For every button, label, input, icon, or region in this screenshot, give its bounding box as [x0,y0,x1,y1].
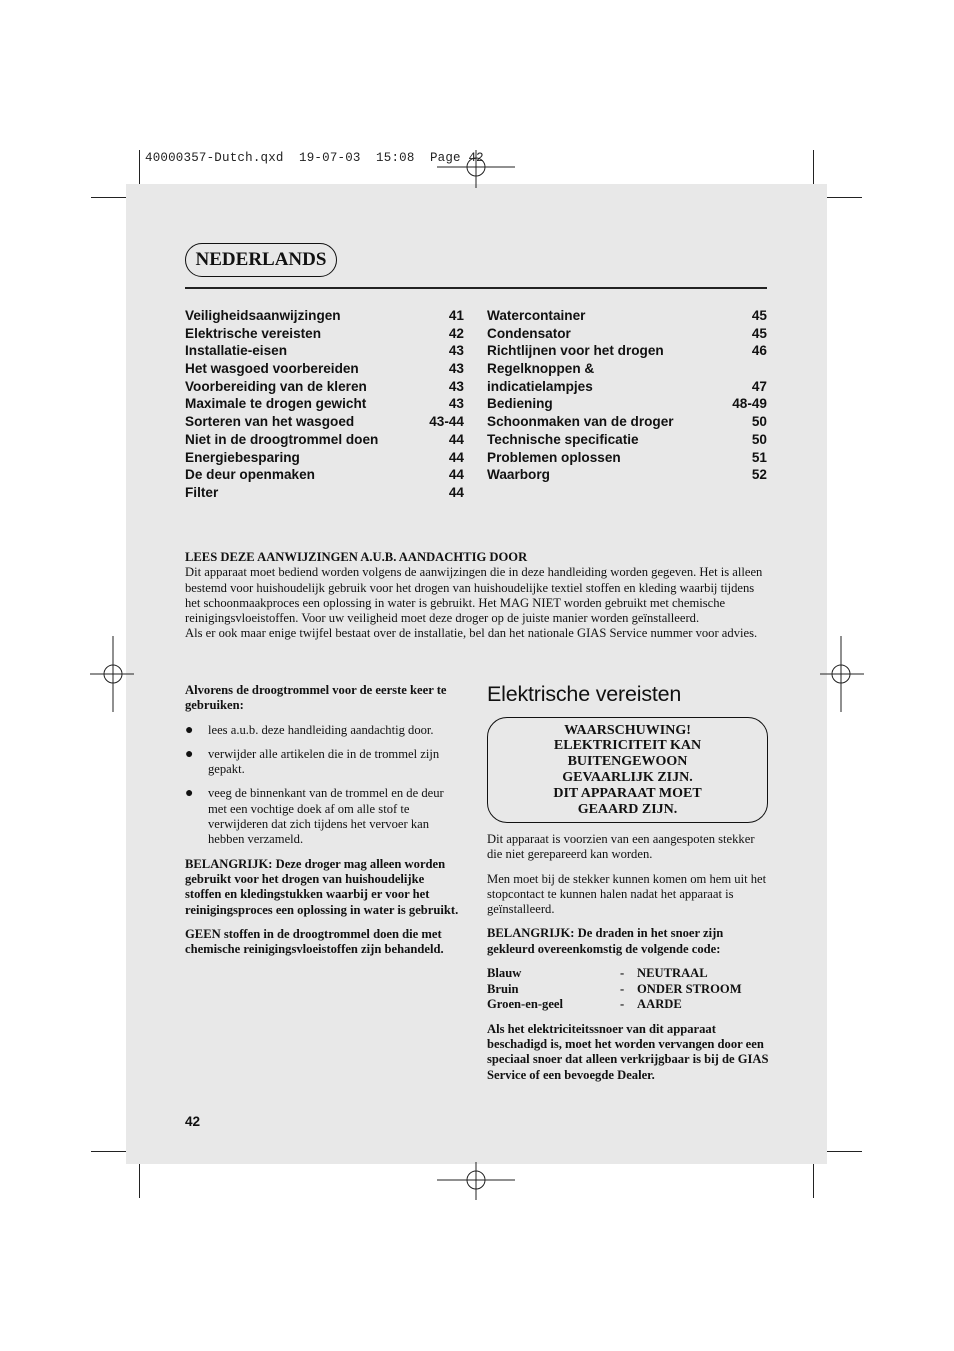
crop-mark [822,197,862,198]
bullet-icon: ● [185,786,194,802]
first-use-heading: Alvorens de droogtrommel voor de eerste keer te gebruiken: [185,683,447,713]
intro-section [185,550,770,642]
toc-page: 43 [448,378,464,394]
toc-entry [487,449,767,467]
toc-title: Watercontainer [487,308,586,323]
toc-entry [487,307,767,325]
toc-page: 50 [751,431,767,447]
toc-page: 51 [751,449,767,465]
bullet-icon: ● [185,722,194,738]
toc-page: 44 [448,431,464,447]
language-badge: NEDERLANDS [185,243,337,277]
crop-mark [91,1151,131,1152]
crop-mark [139,1160,140,1198]
toc-page: 43 [448,361,464,377]
toc-title: Technische specificatie [487,431,639,447]
crop-mark [91,197,131,198]
toc-entry [185,431,464,449]
toc-title: Condensator [487,325,571,341]
registration-mark-icon [820,636,864,716]
toc-title: Het wasgoed voorbereiden [185,361,359,377]
toc-page: 50 [751,414,767,430]
registration-mark-icon [90,636,134,716]
warning-line: WAARSCHUWING! [564,722,691,738]
table-row [487,982,769,998]
toc-entry [185,395,464,413]
toc-title: Regelknoppen & [487,361,595,377]
toc-title: Installatie-eisen [185,343,287,359]
list-item [185,723,463,738]
toc-entry [487,395,767,413]
right-column [487,680,769,1092]
toc-page: 43 [448,396,464,412]
toc-title: Schoonmaken van de droger [487,414,674,430]
toc-page: 43-44 [429,414,464,430]
toc-left-column [185,307,464,502]
wire-separator: - [620,981,625,996]
toc-right-column [487,307,767,484]
wire-meaning: ONDER STROOM [637,981,742,996]
toc-entry [185,325,464,343]
crop-mark [813,150,814,188]
section-title: Elektrische vereisten [487,682,682,706]
intro-paragraph: Dit apparaat moet bediend worden volgens de aanwijzingen die in deze handleiding worden gegeven. Het is alleen bestemd voor huishoudelijk gebruik voor het drogen van huishoudelijke textiel stoffen en kleding waarbij tijdens het schoonmaakproces een oplossing in water is gebruikt. Het MAG NIET worden gebruikt met chemische reinigingsvloeistoffen. Voor uw veiligheid moet deze droger op de juiste manier worden geïnstalleerd. [185,565,763,626]
list-item-text: veeg de binnenkant van de trommel en de deur met een vochtige doek af om alle stof te verwijderen dat zich tijdens het vervoer kan hebben verzameld. [208,786,444,847]
page-number: 42 [185,1114,201,1129]
toc-entry [185,449,464,467]
header-rule [185,287,767,289]
toc-title: Bediening [487,396,553,412]
toc-title: Veiligheidsaanwijzingen [185,308,341,323]
toc-entry [487,378,767,396]
toc-page: 45 [751,308,767,323]
toc-title: Problemen oplossen [487,449,621,465]
list-item-text: lees a.u.b. deze handleiding aandachtig door. [208,722,434,737]
toc-entry [487,325,767,343]
crop-mark [822,1151,862,1152]
toc-page: 45 [751,325,767,341]
wire-code-intro: BELANGRIJK: De draden in het snoer zijn gekleurd overeenkomstig de volgende code: [487,926,724,956]
toc-page: 48-49 [732,396,767,412]
toc-title: De deur openmaken [185,467,315,483]
intro-paragraph: Als er ook maar enige twijfel bestaat over de installatie, bel dan het nationale GIAS Service nummer voor advies. [185,626,758,641]
table-row [487,997,769,1013]
toc-entry [185,378,464,396]
table-row [487,966,769,982]
toc-entry [487,466,767,484]
wire-separator: - [620,997,625,1012]
toc-entry [487,431,767,449]
toc-title: indicatielampjes [487,378,593,394]
toc-entry [185,307,464,325]
toc-title: Energiebesparing [185,449,300,465]
toc-entry [185,342,464,360]
plug-paragraph: Dit apparaat is voorzien van een aangespoten stekker die niet gerepareerd kan worden. [487,832,755,862]
registration-mark-icon [437,150,517,190]
registration-mark-icon [437,1160,517,1200]
list-item [185,747,463,778]
list-item [185,786,463,847]
toc-entry [487,413,767,431]
toc-title: Voorbereiding van de kleren [185,378,367,394]
toc-entry [185,360,464,378]
toc-entry [185,484,464,502]
wire-meaning: NEUTRAAL [637,966,708,981]
toc-page: 42 [448,325,464,341]
wire-color: Blauw [487,966,522,981]
warning-box [487,717,768,823]
bullet-icon: ● [185,746,194,762]
toc-page: 46 [751,343,767,359]
toc-title: Waarborg [487,467,550,483]
toc-page: 52 [751,467,767,483]
toc-title: Sorteren van het wasgoed [185,414,355,430]
important-note: BELANGRIJK: Deze droger mag alleen worden gebruikt voor het drogen van huishoudelijke stoffen en kledingstukken waarbij er voor het reinigingsproces een oplossing in water is gebruikt. [185,856,459,917]
left-column [185,683,463,966]
toc-title: Richtlijnen voor het drogen [487,343,664,359]
warning-line: DIT APPARAAT MOET [553,785,702,801]
warning-line: GEAARD ZIJN. [577,801,678,817]
wire-meaning: AARDE [637,997,682,1012]
wire-separator: - [620,966,625,981]
toc-title: Niet in de droogtrommel doen [185,431,379,447]
toc-page: 47 [751,378,767,394]
toc-entry [487,360,767,378]
damaged-cord-note: Als het elektriciteitssnoer van dit apparaat beschadigd is, moet het worden vervangen door een speciaal snoer dat alleen verkrijgbaar is bij de GIAS Service of een bevoegde Dealer. [487,1021,769,1082]
toc-title: Elektrische vereisten [185,325,322,341]
toc-page: 44 [448,449,464,465]
toc-entry [487,342,767,360]
printer-slug: 40000357-Dutch.qxd 19-07-03 15:08 Page 42 [145,151,484,165]
toc-entry [185,413,464,431]
warning-line: BUITENGEWOON [567,754,688,770]
intro-heading: LEES DEZE AANWIJZINGEN A.U.B. AANDACHTIG DOOR [185,550,528,564]
toc-entry [185,466,464,484]
wire-code-table [487,966,769,1013]
wire-color: Bruin [487,981,519,996]
toc-title: Filter [185,484,219,500]
toc-page: 43 [448,343,464,359]
wire-color: Groen-en-geel [487,997,564,1012]
crop-mark [139,150,140,188]
crop-mark [813,1160,814,1198]
warning-line: GEVAARLIJK ZIJN. [562,770,693,785]
toc-page: 44 [448,467,464,483]
toc-title: Maximale te drogen gewicht [185,396,367,412]
socket-paragraph: Men moet bij de stekker kunnen komen om hem uit het stopcontact te kunnen halen nadat het apparaat is geïnstalleerd. [487,871,767,917]
list-item-text: verwijder alle artikelen die in de trommel zijn gepakt. [208,746,440,777]
no-chemicals-note: GEEN stoffen in de droogtrommel doen die met chemische reinigingsvloeistoffen zijn behandeld. [185,926,444,957]
toc-page: 41 [448,308,464,323]
warning-line: ELEKTRICITEIT KAN [553,738,702,754]
toc-page: 44 [448,484,464,500]
